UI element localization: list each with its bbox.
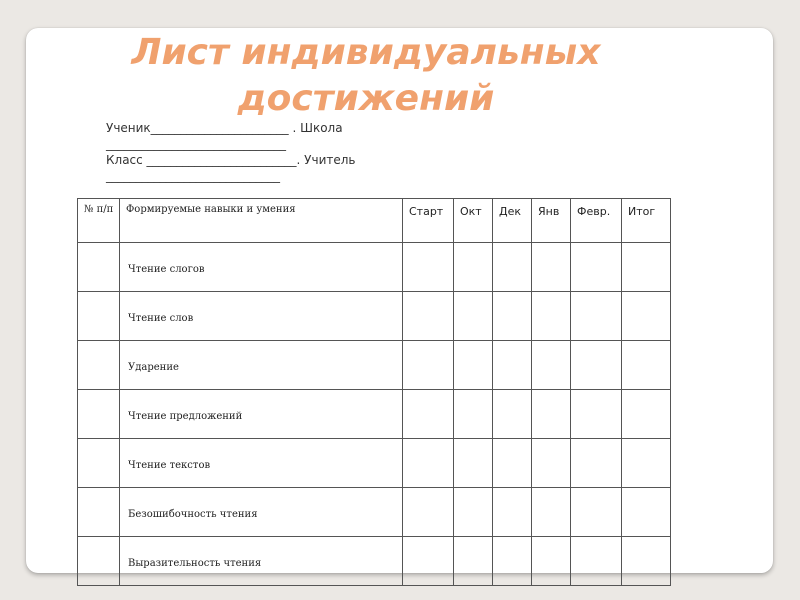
score-cell[interactable]: [532, 439, 571, 488]
score-cell[interactable]: [403, 341, 454, 390]
row-number-cell[interactable]: [78, 488, 120, 537]
score-cell[interactable]: [493, 390, 532, 439]
score-cell[interactable]: [532, 390, 571, 439]
teacher-blank-line: _____________________________: [106, 169, 280, 183]
score-cell[interactable]: [454, 439, 493, 488]
score-cell[interactable]: [454, 488, 493, 537]
score-cell[interactable]: [454, 390, 493, 439]
header-number: № п/п: [78, 199, 120, 243]
skill-name-cell: Выразительность чтения: [120, 537, 403, 586]
student-school-line: Ученик_______________________ . Школа: [106, 121, 343, 135]
header-oct: Окт: [454, 199, 493, 243]
row-number-cell[interactable]: [78, 390, 120, 439]
skill-name-cell: Чтение слов: [120, 292, 403, 341]
score-cell[interactable]: [532, 488, 571, 537]
title-line-2: достижений: [237, 78, 495, 119]
score-cell[interactable]: [493, 292, 532, 341]
score-cell[interactable]: [493, 439, 532, 488]
row-number-cell[interactable]: [78, 292, 120, 341]
skill-name-cell: Безошибочность чтения: [120, 488, 403, 537]
achievements-table: [77, 198, 671, 586]
skill-name-cell: Чтение слогов: [120, 243, 403, 292]
score-cell[interactable]: [493, 488, 532, 537]
score-cell[interactable]: [493, 243, 532, 292]
row-number-cell[interactable]: [78, 439, 120, 488]
table-row: [78, 488, 671, 537]
score-cell[interactable]: [571, 537, 622, 586]
score-cell[interactable]: [622, 390, 671, 439]
score-cell[interactable]: [622, 488, 671, 537]
score-cell[interactable]: [571, 292, 622, 341]
header-dec: Дек: [493, 199, 532, 243]
table-row: [78, 439, 671, 488]
score-cell[interactable]: [571, 390, 622, 439]
score-cell[interactable]: [532, 243, 571, 292]
table-row: [78, 292, 671, 341]
table-row: [78, 341, 671, 390]
row-number-cell[interactable]: [78, 537, 120, 586]
row-number-cell[interactable]: [78, 243, 120, 292]
header-total: Итог: [622, 199, 671, 243]
skill-name-cell: Чтение предложений: [120, 390, 403, 439]
score-cell[interactable]: [403, 488, 454, 537]
score-cell[interactable]: [532, 341, 571, 390]
page-title: [86, 30, 646, 122]
class-teacher-line: Класс _________________________. Учитель: [106, 153, 356, 167]
score-cell[interactable]: [403, 292, 454, 341]
score-cell[interactable]: [622, 439, 671, 488]
score-cell[interactable]: [622, 341, 671, 390]
header-jan: Янв: [532, 199, 571, 243]
score-cell[interactable]: [571, 488, 622, 537]
row-number-cell[interactable]: [78, 341, 120, 390]
slide-card: [26, 28, 773, 573]
score-cell[interactable]: [454, 292, 493, 341]
title-line-1: Лист индивидуальных: [131, 32, 601, 73]
student-info-form: [106, 120, 466, 184]
score-cell[interactable]: [403, 439, 454, 488]
score-cell[interactable]: [454, 341, 493, 390]
score-cell[interactable]: [493, 537, 532, 586]
score-cell[interactable]: [622, 537, 671, 586]
score-cell[interactable]: [571, 243, 622, 292]
table-row: [78, 243, 671, 292]
score-cell[interactable]: [622, 292, 671, 341]
table-header-row: [78, 199, 671, 243]
score-cell[interactable]: [403, 243, 454, 292]
score-cell[interactable]: [493, 341, 532, 390]
score-cell[interactable]: [454, 537, 493, 586]
table-row: [78, 537, 671, 586]
score-cell[interactable]: [571, 439, 622, 488]
skill-name-cell: Чтение текстов: [120, 439, 403, 488]
score-cell[interactable]: [403, 537, 454, 586]
header-feb: Февр.: [571, 199, 622, 243]
skill-name-cell: Ударение: [120, 341, 403, 390]
header-start: Старт: [403, 199, 454, 243]
score-cell[interactable]: [532, 537, 571, 586]
score-cell[interactable]: [454, 243, 493, 292]
school-blank-line: ______________________________: [106, 137, 286, 151]
score-cell[interactable]: [571, 341, 622, 390]
header-skill: Формируемые навыки и умения: [120, 199, 403, 243]
score-cell[interactable]: [403, 390, 454, 439]
score-cell[interactable]: [532, 292, 571, 341]
table-row: [78, 390, 671, 439]
score-cell[interactable]: [622, 243, 671, 292]
